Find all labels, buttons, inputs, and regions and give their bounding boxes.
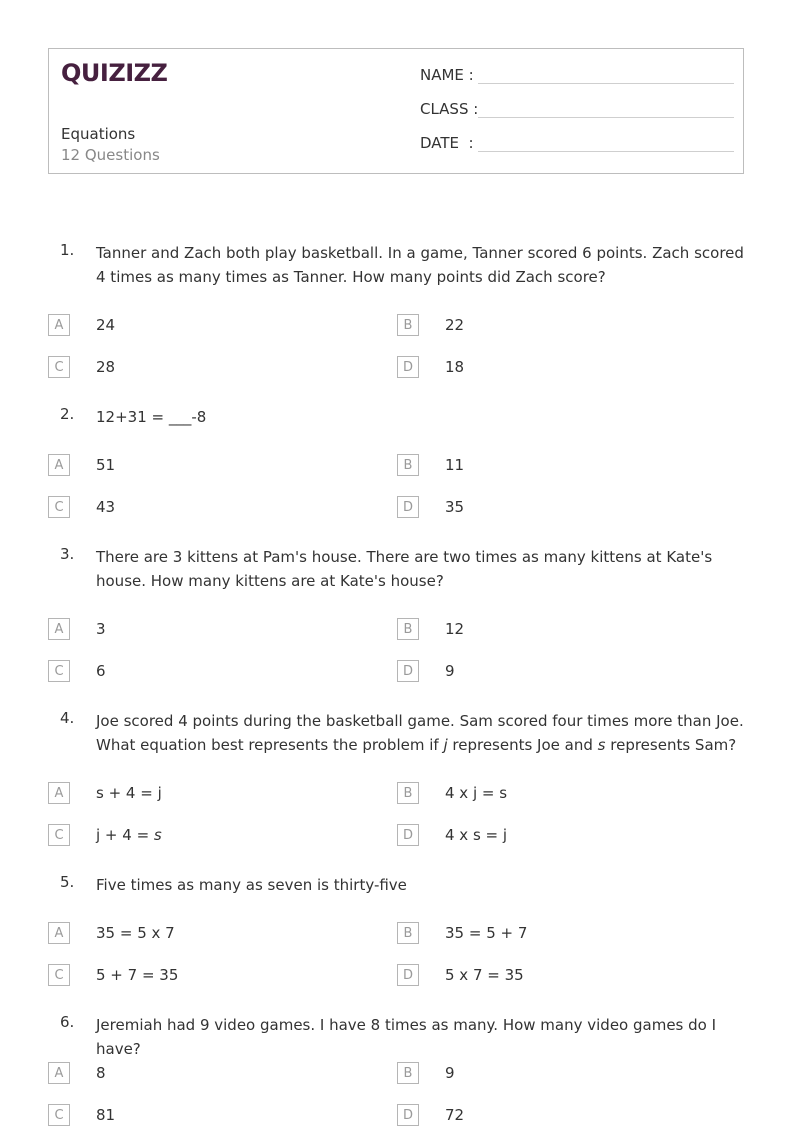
question-text: There are 3 kittens at Pam's house. There are two times as many kittens at Kate's house. How many kittens are at Kate's house? (96, 548, 713, 590)
option-letter: B (397, 782, 419, 804)
option-letter: D (397, 660, 419, 682)
question-text: Joe scored 4 points during the basketball game. Sam scored four times more than Joe. What equation best represents the problem if j represents Joe and s represents Sam? (96, 712, 744, 754)
option-text: 43 (96, 498, 116, 516)
option-letter: D (397, 964, 419, 986)
option-a[interactable] (48, 782, 162, 804)
option-text: 18 (445, 358, 465, 376)
option-letter: C (48, 824, 70, 846)
name-field (420, 65, 734, 84)
option-letter: B (397, 1062, 419, 1084)
option-letter: A (48, 454, 70, 476)
name-label: NAME : (420, 66, 474, 84)
option-letter: B (397, 314, 419, 336)
option-letter: B (397, 454, 419, 476)
option-text: 8 (96, 1064, 106, 1082)
option-text: 35 (445, 498, 465, 516)
option-a[interactable] (48, 922, 175, 944)
option-text: 4 x j = s (445, 784, 508, 802)
option-c[interactable] (48, 824, 162, 846)
question-number: 5. (60, 873, 75, 891)
option-text: 28 (96, 358, 116, 376)
option-c[interactable] (48, 496, 115, 518)
option-letter: D (397, 496, 419, 518)
option-a[interactable] (48, 454, 115, 476)
option-text: 3 (96, 620, 106, 638)
question-number: 3. (60, 545, 75, 563)
option-letter: C (48, 356, 70, 378)
option-a[interactable] (48, 1062, 106, 1084)
option-text: 12 (445, 620, 465, 638)
option-b[interactable] (397, 782, 507, 804)
question-number: 2. (60, 405, 75, 423)
option-d[interactable] (397, 964, 524, 986)
worksheet-header (48, 48, 744, 174)
question-number: 6. (60, 1013, 75, 1031)
class-field (420, 99, 734, 118)
option-letter: D (397, 356, 419, 378)
option-text: 5 + 7 = 35 (96, 966, 179, 984)
option-text: 81 (96, 1106, 116, 1124)
option-d[interactable] (397, 660, 455, 682)
option-letter: C (48, 1104, 70, 1126)
option-c[interactable] (48, 356, 115, 378)
option-text: 35 = 5 x 7 (96, 924, 175, 942)
option-b[interactable] (397, 618, 464, 640)
option-text: 4 x s = j (445, 826, 508, 844)
worksheet-title: Equations (61, 125, 136, 143)
date-field (420, 133, 734, 152)
quizizz-logo: QUIZIZZ (61, 59, 168, 87)
option-text: 24 (96, 316, 116, 334)
name-line[interactable] (478, 65, 734, 84)
option-letter: A (48, 782, 70, 804)
option-letter: A (48, 922, 70, 944)
option-d[interactable] (397, 496, 464, 518)
option-c[interactable] (48, 964, 178, 986)
option-text: 22 (445, 316, 465, 334)
option-text: 9 (445, 1064, 455, 1082)
option-b[interactable] (397, 922, 527, 944)
class-line[interactable] (478, 99, 734, 118)
question-text: 12+31 = ___-8 (96, 408, 207, 426)
option-text: 35 = 5 + 7 (445, 924, 528, 942)
question-text: Five times as many as seven is thirty-five (96, 876, 407, 894)
question-number: 4. (60, 709, 75, 727)
question-count: 12 Questions (61, 146, 160, 164)
option-letter: D (397, 1104, 419, 1126)
option-text: 72 (445, 1106, 465, 1124)
option-d[interactable] (397, 356, 464, 378)
option-letter: A (48, 618, 70, 640)
question-number: 1. (60, 241, 75, 259)
date-line[interactable] (478, 133, 734, 152)
option-b[interactable] (397, 314, 464, 336)
option-letter: C (48, 496, 70, 518)
option-letter: A (48, 314, 70, 336)
option-c[interactable] (48, 660, 106, 682)
option-text: 5 x 7 = 35 (445, 966, 524, 984)
option-letter: B (397, 922, 419, 944)
class-label: CLASS : (420, 100, 479, 118)
option-text: j + 4 = s (96, 826, 162, 844)
option-d[interactable] (397, 824, 507, 846)
option-letter: A (48, 1062, 70, 1084)
option-letter: D (397, 824, 419, 846)
option-b[interactable] (397, 1062, 455, 1084)
option-text: s + 4 = j (96, 784, 162, 802)
question-text: Tanner and Zach both play basketball. In a game, Tanner scored 6 points. Zach scored 4 times as many times as Tanner. How many points did Zach score? (96, 244, 744, 286)
option-text: 6 (96, 662, 106, 680)
option-text: 11 (445, 456, 465, 474)
option-text: 9 (445, 662, 455, 680)
option-a[interactable] (48, 618, 106, 640)
option-b[interactable] (397, 454, 464, 476)
question-text: Jeremiah had 9 video games. I have 8 times as many. How many video games do I have? (96, 1016, 717, 1058)
date-label: DATE : (420, 134, 474, 152)
option-a[interactable] (48, 314, 115, 336)
option-letter: C (48, 964, 70, 986)
option-letter: C (48, 660, 70, 682)
option-letter: B (397, 618, 419, 640)
option-text: 51 (96, 456, 116, 474)
